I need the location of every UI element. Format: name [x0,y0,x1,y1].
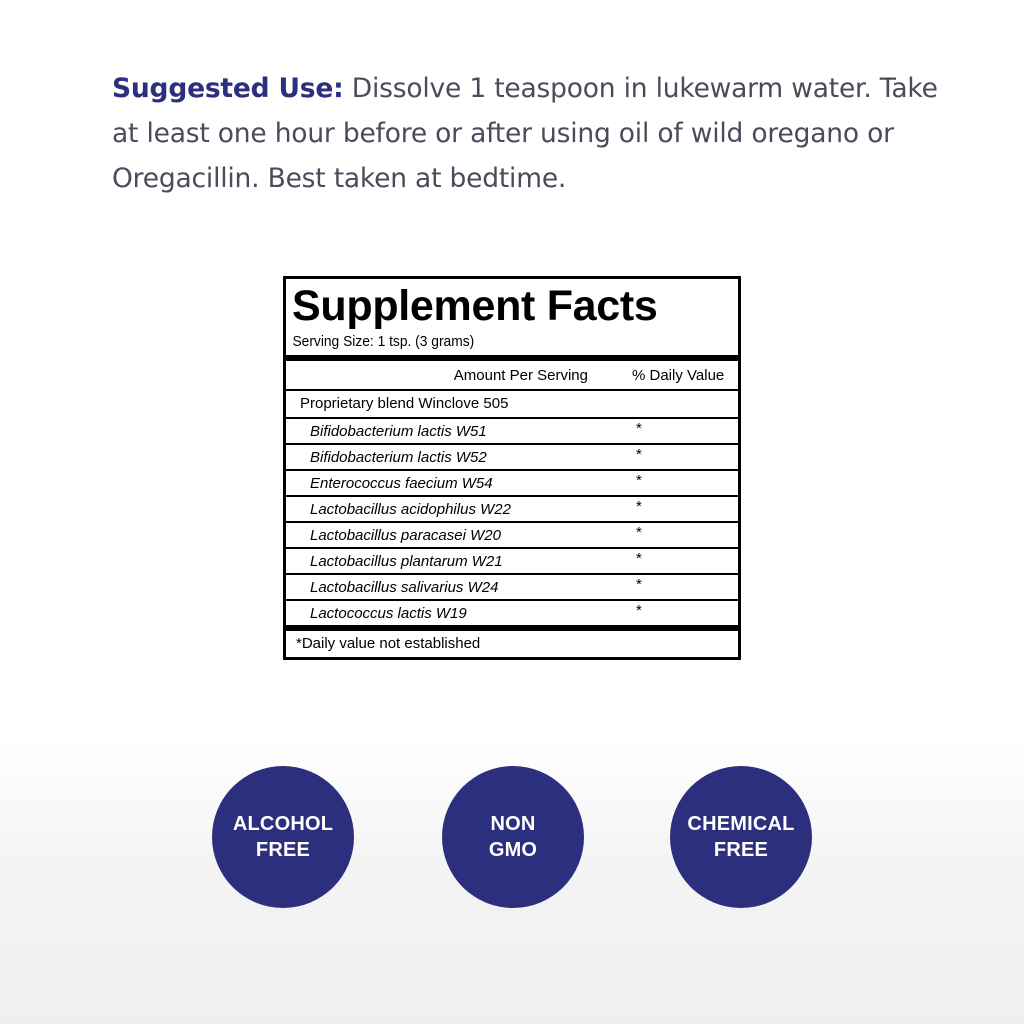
non-gmo-badge [442,766,584,908]
facts-header-row [286,361,738,391]
daily-value-footnote: *Daily value not established [296,635,481,652]
supplement-facts-panel [283,276,741,660]
daily-value-mark: * [636,420,642,437]
badge-line: CHEMICAL [687,813,795,835]
daily-value-mark: * [636,498,642,515]
ingredient-row [286,471,738,497]
ingredient-name: Bifidobacterium lactis W52 [310,448,487,466]
ingredient-name: Lactococcus lactis W19 [310,604,467,622]
daily-value-mark: * [636,472,642,489]
proprietary-blend-row: Proprietary blend Winclove 505 [286,391,738,419]
daily-value-mark: * [636,576,642,593]
badge-line: FREE [713,839,769,861]
daily-value-mark: * [636,446,642,463]
daily-value-mark: * [636,602,642,619]
suggested-use-label: Suggested Use: [112,73,344,104]
serving-size: Serving Size: 1 tsp. (3 grams) [292,333,475,350]
ingredient-name: Enterococcus faecium W54 [310,474,493,492]
ingredient-list [286,419,738,631]
amount-per-serving-header: Amount Per Serving [453,366,588,384]
ingredient-name: Lactobacillus salivarius W24 [310,578,499,596]
chemical-free-badge [670,766,812,908]
badge-line: GMO [488,839,538,861]
ingredient-row [286,601,738,631]
daily-value-header: % Daily Value [632,366,725,384]
ingredient-row [286,445,738,471]
ingredient-row [286,497,738,523]
facts-title: Supplement Facts [292,282,658,330]
badge-line: ALCOHOL [232,813,334,835]
badge-line: NON [490,813,536,835]
suggested-use-text: Dissolve 1 teaspoon in lukewarm water. Take at least one hour before or after using oil of wild oregano or Oregacillin. Best taken at bedtime. [112,73,938,194]
alcohol-free-badge [212,766,354,908]
ingredient-row [286,523,738,549]
ingredient-name: Lactobacillus acidophilus W22 [310,500,511,518]
ingredient-name: Lactobacillus plantarum W21 [310,552,503,570]
daily-value-mark: * [636,524,642,541]
daily-value-mark: * [636,550,642,567]
badge-line: FREE [255,839,311,861]
ingredient-row [286,575,738,601]
suggested-use-paragraph [112,66,942,201]
ingredient-row [286,549,738,575]
ingredient-name: Bifidobacterium lactis W51 [310,422,487,440]
ingredient-row [286,419,738,445]
ingredient-name: Lactobacillus paracasei W20 [310,526,501,544]
